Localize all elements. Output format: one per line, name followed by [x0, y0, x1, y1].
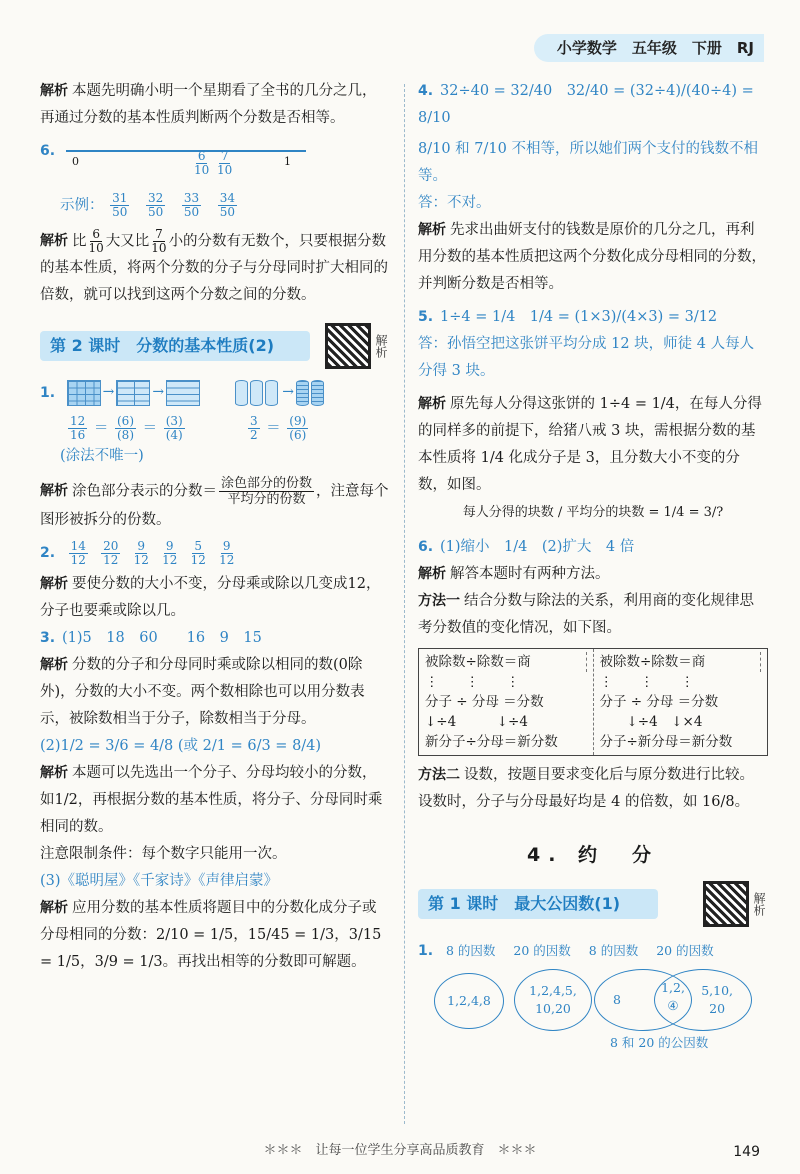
stack-icon	[296, 380, 309, 406]
right-column	[418, 78, 768, 1051]
q3-3: (3)《聪明屋》《千家诗》《声律启蒙》	[40, 873, 279, 889]
page-number: 149	[733, 1144, 760, 1160]
q1-figures: 1. → → →	[40, 379, 390, 411]
q3-1: 3. (1)5 18 60 16 9 15	[40, 630, 262, 646]
grid-4-icon	[166, 380, 200, 406]
q1-fractions: $\frac{12}{16}$ ＝ $\frac{(6)}{(8)}$ ＝ $\frac{(3)}{(4)}$ $\frac{3}{2}$ ＝ $\frac{(9)}{(6)}$	[70, 414, 307, 442]
header-bar: 小学数学 五年级 下册 RJ	[534, 34, 764, 62]
method-2: 方法二 设数，按题目要求变化后与原分数进行比较。设数时，分子与分母最好均是 4 的倍数，如 16/8。	[418, 767, 754, 810]
chapter-title: 4. 约 分	[526, 844, 660, 866]
q4-c: 答：不对。	[418, 195, 491, 211]
q3-2: (2)1/2 = 3/6 = 4/8 (或 2/1 = 6/3 = 8/4)	[40, 738, 322, 754]
figure-eq: 每人分得的块数 / 平均分的块数 = 1/4 = 3/?	[462, 505, 724, 520]
note: (涂法不唯一)	[60, 447, 144, 464]
section-lesson-2: 第 2 课时 分数的基本性质(2) 解析	[40, 323, 390, 369]
qr-code-icon-2[interactable]	[703, 881, 749, 927]
note-limit: 注意限制条件：每个数字只能用一次。	[40, 846, 287, 862]
footer-slogan: ＊＊＊ 让每一位学生分享高品质教育 ＊＊＊	[263, 1143, 537, 1158]
q5-b: 答：孙悟空把这张饼平均分成 12 块，师徒 4 人每人分得 3 块。	[418, 336, 755, 379]
grid-16-icon	[67, 380, 101, 406]
analysis-r3: 解析 解答本题时有两种方法。	[418, 566, 610, 582]
example-fractions: 示例： $\frac{31}{50}$ $\frac{32}{50}$ $\frac{33}{50}$ $\frac{34}{50}$	[60, 191, 236, 219]
q4-a: 4. 32÷40 = 32/40 32/40 = (32÷4)/(40÷4) = 8/10	[418, 83, 754, 126]
left-column	[40, 78, 390, 976]
section-lesson-1: 第 1 课时 最大公因数(1) 解析	[418, 881, 768, 927]
q4-b: 8/10 和 7/10 不相等，所以她们两个支付的钱数不相等。	[418, 141, 758, 184]
analysis-6: 解析 本题可以先选出一个分子、分母均较小的分数，如1/2，再根据分数的基本性质，将分子、分母同时乘相同的数。	[40, 765, 383, 835]
q6-a: 6. (1)缩小 1/4 (2)扩大 4 倍	[418, 539, 635, 555]
analysis-3: 解析 涂色部分表示的分数＝ $\frac{\text{涂色部分的份数}}{\text{平均分的份数}}$ ，注意每个图形被拆分的份数。	[40, 475, 389, 528]
q5-a: 5. 1÷4 = 1/4 1/4 = (1×3)/(4×3) = 3/12	[418, 309, 718, 325]
qr-code-icon[interactable]	[325, 323, 371, 369]
analysis-4: 解析 要使分数的大小不变，分母乘或除以几变成12，分子也要乘或除以几。	[40, 576, 381, 619]
venn-diagrams: 1,2,4,8 1,2,4,5, 10,20 8 5,10, 20 1,2, ④ 8 和 20 的公因数	[418, 969, 768, 1051]
grid-8-icon	[116, 380, 150, 406]
analysis-7: 解析 应用分数的基本性质将题目中的分数化成分子或分母相同的分数：2/10 = 1/5，15/45 = 1/3，3/15 = 1/5，3/9 = 1/3。再找出相等的分数即可解题。	[40, 900, 382, 970]
method-1: 方法一 结合分数与除法的关系，利用商的变化规律思考分数值的变化情况，如下图。	[418, 593, 754, 636]
column-divider	[404, 84, 405, 1124]
q1-venn-labels: 1. 8 的因数 20 的因数 8 的因数 20 的因数	[418, 943, 714, 959]
analysis-5: 解析 分数的分子和分母同时乘或除以相同的数(0除外)，分数的大小不变。两个数相除也可以用分数表示，被除数相当于分子，除数相当于分母。	[40, 657, 365, 727]
analysis-1: 解析 本题先明确小明一个星期看了全书的几分之几，再通过分数的基本性质判断两个分数是否相等。	[40, 83, 377, 126]
number-line: 6. 0 $\frac{6}{10}$ $\frac{7}{10}$ 1	[40, 138, 390, 184]
q2-fractions: 2. $\frac{14}{12}$ $\frac{20}{12}$ $\frac{9}{12}$ $\frac{9}{12}$ $\frac{5}{12}$ $\frac{9}{12}$	[40, 538, 235, 567]
analysis-2: 解析 比 $\frac{6}{10}$ 大又比 $\frac{7}{10}$ 小的分数有无数个，只要根据分数的基本性质，将两个分数的分子与分母同时扩大相同的倍数，就可以找到这两个分数之间的分数。	[40, 226, 388, 303]
method-diagram: 被除数÷除数＝商 ⋮ ⋮ ⋮ 分子 ÷ 分母 ＝分数 ↓÷4 ↓÷4 新分子÷分母＝新分数 被除数÷除数＝商 ⋮ ⋮ ⋮ 分子 ÷ 分母 ＝分数 ↓÷4 ↓×4 分子÷新分母＝新分数	[418, 648, 768, 756]
analysis-r2: 解析 原先每人分得这张饼的 1÷4 = 1/4，在每人分得的同样多的前提下，给猪八戒 3 块，需根据分数的基本性质将 1/4 化成分子是 3，且分数大小不变的分数，如图。	[418, 396, 762, 493]
analysis-r1: 解析 先求出曲妍支付的钱数是原价的几分之几，再利用分数的基本性质把这两个分数化成分母相同的分数，并判断分数是否相等。	[418, 222, 766, 292]
